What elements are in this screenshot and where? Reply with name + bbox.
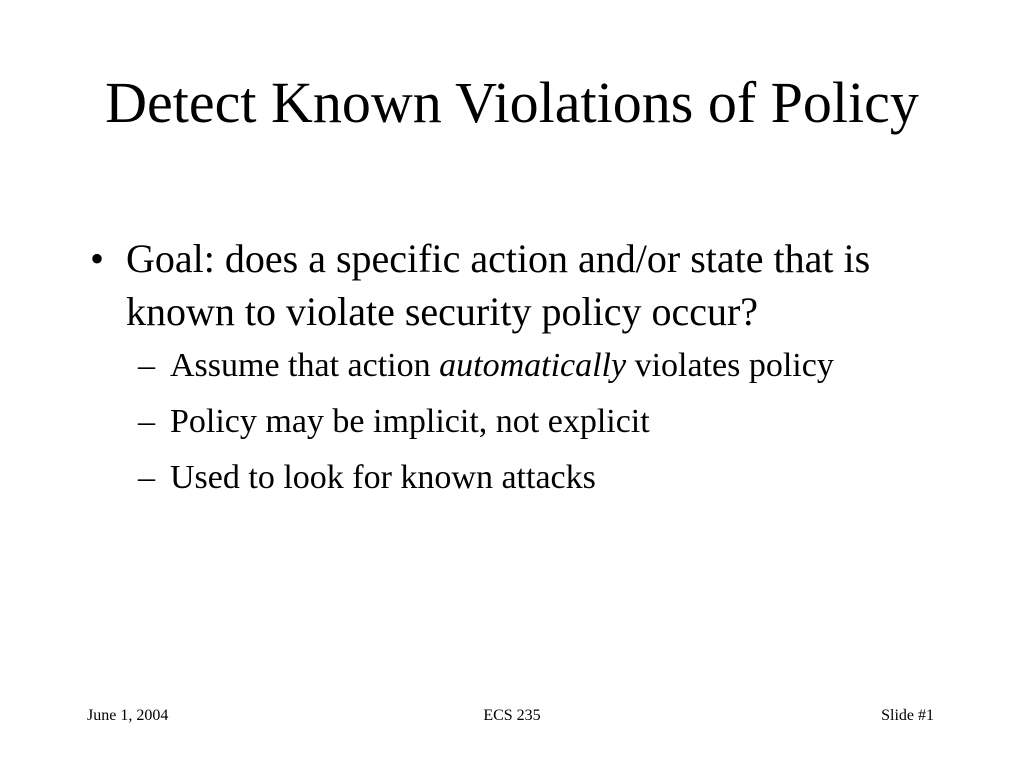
sub-bullet-list	[138, 344, 950, 500]
sub-bullet-marker: –	[138, 347, 155, 384]
bullet-text: Goal: does a specific action and/or state that is known to violate security policy occur?	[126, 236, 871, 334]
bullet-marker: •	[90, 236, 105, 281]
footer-course: ECS 235	[483, 707, 541, 724]
footer-date: June 1, 2004	[87, 707, 169, 724]
sub-bullet-item	[138, 456, 950, 500]
sub-bullet-marker: –	[138, 403, 155, 440]
sub-bullet-item	[138, 400, 950, 444]
sub-bullet-emphasis: automatically	[439, 347, 627, 384]
sub-bullet-item	[138, 344, 950, 388]
sub-bullet-text-after: violates policy	[626, 347, 834, 384]
footer-slide-number: Slide #1	[881, 707, 934, 724]
sub-bullet-group	[90, 344, 950, 500]
sub-bullet-text: Used to look for known attacks	[170, 459, 596, 496]
bullet-list	[90, 232, 950, 512]
sub-bullet-text-before: Assume that action	[170, 347, 440, 384]
sub-bullet-text: Policy may be implicit, not explicit	[170, 403, 650, 440]
sub-bullet-marker: –	[138, 459, 155, 496]
slide-title: Detect Known Violations of Policy	[105, 70, 919, 135]
bullet-item	[90, 232, 950, 338]
